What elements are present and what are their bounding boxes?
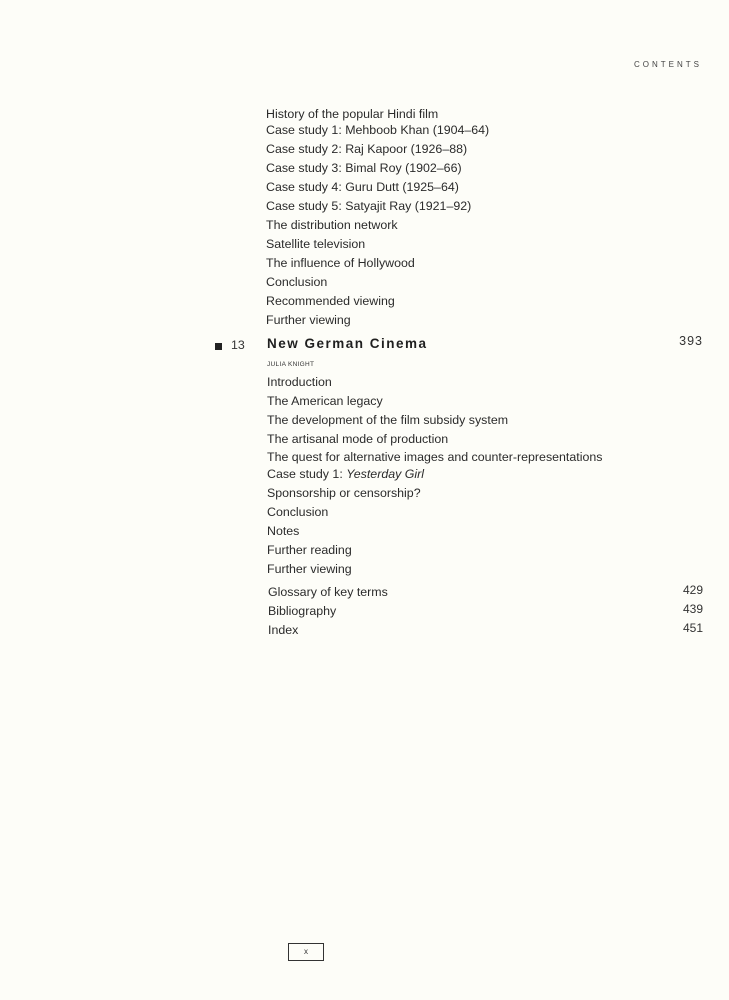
toc-entry: Case study 2: Raj Kapoor (1926–88): [266, 142, 468, 156]
case-study-prefix: Case study 1:: [267, 467, 347, 481]
toc-entry: The influence of Hollywood: [266, 256, 415, 270]
toc-entry-bibliography: Bibliography: [268, 604, 337, 618]
case-study-title: Yesterday Girl: [346, 467, 425, 481]
toc-entry: The American legacy: [267, 394, 383, 408]
page-number: 439: [682, 602, 703, 616]
chapter-title: New German Cinema: [267, 336, 428, 351]
toc-entry: Sponsorship or censorship?: [267, 486, 421, 500]
chapter-number: 13: [231, 338, 245, 352]
page-number: 451: [682, 621, 703, 635]
toc-entry: The quest for alternative images and counter-representations: [267, 450, 603, 464]
toc-entry-glossary: Glossary of key terms: [268, 585, 388, 599]
toc-entry: Conclusion: [266, 275, 328, 289]
toc-entry: Satellite television: [266, 237, 366, 251]
toc-entry: History of the popular Hindi film: [266, 107, 439, 121]
toc-entry: The distribution network: [266, 218, 398, 232]
toc-entry: Further viewing: [267, 562, 352, 576]
toc-entry: Further viewing: [266, 313, 351, 327]
toc-entry: Case study 4: Guru Dutt (1925–64): [266, 180, 459, 194]
square-bullet-icon: [215, 343, 222, 350]
running-head: CONTENTS: [634, 60, 702, 69]
toc-entry: The development of the film subsidy system: [267, 413, 509, 427]
toc-entry-index: Index: [268, 623, 299, 637]
toc-entry: Introduction: [267, 375, 332, 389]
toc-entry: Case study 1: Mehboob Khan (1904–64): [266, 123, 490, 137]
chapter-page-number: 393: [679, 334, 703, 348]
folio: x: [288, 943, 324, 961]
toc-entry: Conclusion: [267, 505, 329, 519]
toc-entry: Further reading: [267, 543, 352, 557]
toc-entry: The artisanal mode of production: [267, 432, 449, 446]
toc-entry: Case study 3: Bimal Roy (1902–66): [266, 161, 462, 175]
toc-entry: Recommended viewing: [266, 294, 395, 308]
toc-entry-case-study: [267, 467, 424, 482]
page-number: 429: [682, 583, 703, 597]
toc-entry: Case study 5: Satyajit Ray (1921–92): [266, 199, 472, 213]
toc-entry: Notes: [267, 524, 300, 538]
chapter-author: JULIA KNIGHT: [267, 361, 315, 368]
